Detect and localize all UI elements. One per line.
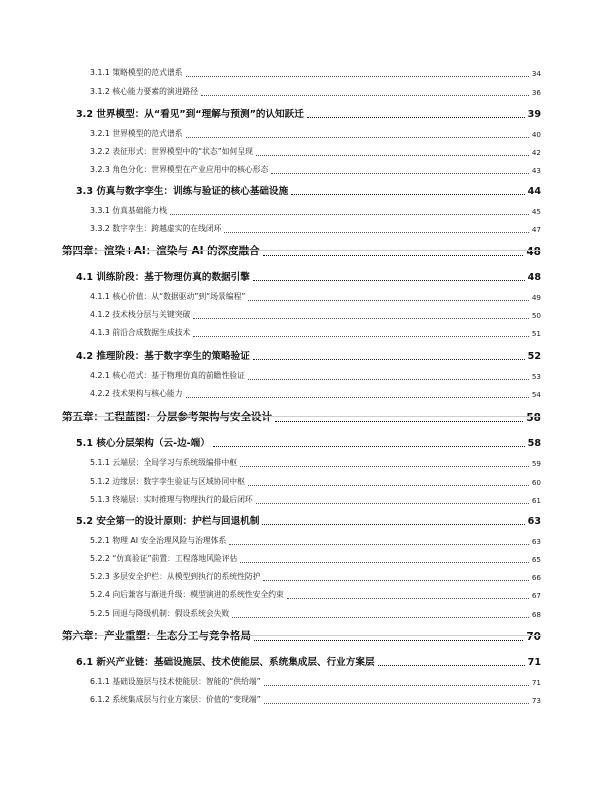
toc-page-number: 48 [527,272,541,283]
toc-entry-title: 第四章：渲染+AI：渲染与 AI 的深度融合 [62,245,260,257]
toc-entry-title: 3.2.3 角色分化：世界模型在产业应用中的核心形态 [90,165,269,174]
toc-subsection-entry[interactable] [90,67,541,78]
toc-page-number: 51 [531,329,541,338]
dot-leader [253,279,525,281]
toc-entry-title: 4.2 推理阶段：基于数字孪生的策略验证 [76,351,250,362]
toc-page-number: 70 [526,631,541,643]
toc-page-number: 45 [531,207,541,216]
dot-leader [229,543,529,545]
toc-subsection-entry[interactable] [90,370,541,381]
toc-section-entry[interactable] [76,436,541,449]
toc-section-entry[interactable] [76,514,541,527]
toc-page-number: 61 [531,496,541,505]
toc-page-number: 42 [531,148,541,157]
toc-entry-title: 3.3.1 仿真基础能力栈 [90,206,167,215]
toc-page-number: 58 [527,438,541,449]
toc-subsection-entry[interactable] [90,164,541,175]
toc-entry-title: 6.1 新兴产业链：基础设施层、技术使能层、系统集成层、行业方案层 [76,657,375,668]
toc-page-number: 39 [527,109,541,120]
toc-page-number: 40 [531,130,541,139]
chapter-divider [62,250,541,251]
toc-section-entry[interactable] [76,184,541,197]
toc-section-entry[interactable] [76,107,541,120]
toc-entry-title: 5.2 安全第一的设计原则：护栏与回退机制 [76,516,260,527]
toc-page-number: 71 [531,678,541,687]
toc-subsection-entry[interactable] [90,494,541,505]
toc-page-number: 66 [531,573,541,582]
toc-entry-title: 第六章：产业重塑：生态分工与竞争格局 [62,630,251,642]
toc-entry-title: 4.2.1 核心范式：基于物理仿真的前瞻性验证 [90,371,245,380]
dot-leader [262,523,524,525]
toc-subsection-entry[interactable] [90,571,541,582]
toc-section-entry[interactable] [76,349,541,362]
dot-leader [264,684,529,686]
toc-entry-title: 4.1.3 前沿合成数据生成技术 [90,328,191,337]
toc-entry-title: 5.2.5 回退与降级机制：假设系统会失败 [90,609,230,618]
toc-page-number: 63 [527,516,541,527]
dot-leader [248,378,529,380]
toc-entry-title: 5.1.1 云端层：全局学习与系统级编排中枢 [90,458,238,467]
toc-subsection-entry[interactable] [90,146,541,157]
dot-leader [287,597,529,599]
toc-entry-title: 5.1.3 终端层：实时推理与物理执行的最后闭环 [90,495,253,504]
toc-entry-title: 4.2.2 技术架构与核心能力 [90,389,183,398]
dot-leader [256,154,529,156]
toc-entry-title: 3.1.2 核心能力要素的演进路径 [90,87,199,96]
toc-subsection-entry[interactable] [90,676,541,687]
dot-leader [240,561,528,563]
toc-page-number: 54 [531,390,541,399]
toc-subsection-entry[interactable] [90,457,541,468]
toc-entry-title: 5.1.2 边缘层：数字孪生验证与区域协同中枢 [90,477,245,486]
toc-entry-title: 3.2.2 表征形式：世界模型中的“状态”如何呈现 [90,147,253,156]
toc-page-number: 65 [531,555,541,564]
dot-leader [193,317,529,319]
toc-entry-title: 3.3.2 数字孪生：跨越虚实的在线闭环 [90,224,222,233]
dot-leader [186,396,529,398]
toc-subsection-entry[interactable] [90,535,541,546]
toc-page-number: 60 [531,478,541,487]
dot-leader [186,136,529,138]
toc-page-number: 52 [527,351,541,362]
dot-leader [224,231,528,233]
toc-subsection-entry[interactable] [90,388,541,399]
dot-leader [271,172,529,174]
dot-leader [170,213,529,215]
toc-page-number: 34 [531,69,541,78]
toc-chapter-entry[interactable] [62,629,541,643]
toc-page-number: 44 [527,186,541,197]
dot-leader [254,639,523,641]
toc-page-number: 71 [527,657,541,668]
toc-subsection-entry[interactable] [90,589,541,600]
toc-page-number: 50 [531,311,541,320]
toc-page-number: 47 [531,225,541,234]
toc-entry-title: 5.2.4 向后兼容与渐进升级：模型演进的系统性安全约束 [90,590,284,599]
dot-leader [248,484,529,486]
dot-leader [263,254,524,256]
toc-subsection-entry[interactable] [90,86,541,97]
dot-leader [213,445,525,447]
toc-page-number: 63 [531,537,541,546]
toc-entry-title: 3.1.1 策略模型的范式谱系 [90,68,183,77]
toc-entry-title: 3.2.1 世界模型的范式谱系 [90,129,183,138]
toc-entry-title: 5.2.3 多层安全护栏：从模型到执行的系统性防护 [90,572,261,581]
toc-entry-title: 6.1.2 系统集成层与行业方案层：价值的“变现端” [90,695,261,704]
toc-page-number: 48 [526,246,541,258]
chapter-divider [62,416,541,417]
toc-entry-title: 3.3 仿真与数字孪生：训练与验证的核心基础设施 [76,186,289,197]
dot-leader [248,299,528,301]
toc-page-number: 67 [531,591,541,600]
toc-page-number: 49 [531,293,541,302]
dot-leader [240,465,529,467]
dot-leader [201,94,529,96]
toc-entry-title: 5.2.2 “仿真验证”前置：工程落地风险评估 [90,554,238,563]
toc-subsection-entry[interactable] [90,608,541,619]
toc-page-number: 59 [531,459,541,468]
toc-entry-title: 5.1 核心分层架构（云-边-端） [76,438,210,449]
toc-entry-title: 4.1.1 核心价值：从“数据驱动”到“场景编程” [90,292,246,301]
toc-subsection-entry[interactable] [90,309,541,320]
dot-leader [291,193,524,195]
toc-page-number: 73 [531,696,541,705]
dot-leader [193,335,529,337]
dot-leader [275,420,523,422]
toc-subsection-entry[interactable] [90,291,541,302]
toc-subsection-entry[interactable] [90,128,541,139]
toc-subsection-entry[interactable] [90,476,541,487]
toc-page-number: 53 [531,372,541,381]
toc-subsection-entry[interactable] [90,205,541,216]
toc-page-number: 68 [531,610,541,619]
toc-entry-title: 第五章：工程蓝图：分层参考架构与安全设计 [62,411,272,423]
dot-leader [263,579,528,581]
toc-page-number: 58 [526,412,541,424]
toc-page-number: 36 [531,88,541,97]
toc-section-entry[interactable] [76,270,541,283]
toc-entry-title: 4.1 训练阶段：基于物理仿真的数据引擎 [76,272,250,283]
chapter-divider [62,635,541,636]
toc-entry-title: 5.2.1 物理 AI 安全治理风险与治理体系 [90,536,227,545]
toc-subsection-entry[interactable] [90,553,541,564]
dot-leader [264,702,529,704]
dot-leader [256,502,529,504]
dot-leader [253,358,525,360]
toc-chapter-entry[interactable] [62,410,541,424]
toc-page-number: 43 [531,166,541,175]
dot-leader [378,664,525,666]
toc-chapter-entry[interactable] [62,244,541,258]
toc-subsection-entry[interactable] [90,327,541,338]
dot-leader [232,616,529,618]
toc-entry-title: 6.1.1 基础设施层与技术使能层：智能的“供给端” [90,677,261,686]
toc-entry-title: 4.1.2 技术栈分层与关键突破 [90,310,191,319]
toc-subsection-entry[interactable] [90,694,541,705]
dot-leader [307,116,525,118]
toc-section-entry[interactable] [76,655,541,668]
toc-entry-title: 3.2 世界模型：从“看见”到“理解与预测”的认知跃迁 [76,109,304,120]
dot-leader [186,75,529,77]
toc-subsection-entry[interactable] [90,223,541,234]
